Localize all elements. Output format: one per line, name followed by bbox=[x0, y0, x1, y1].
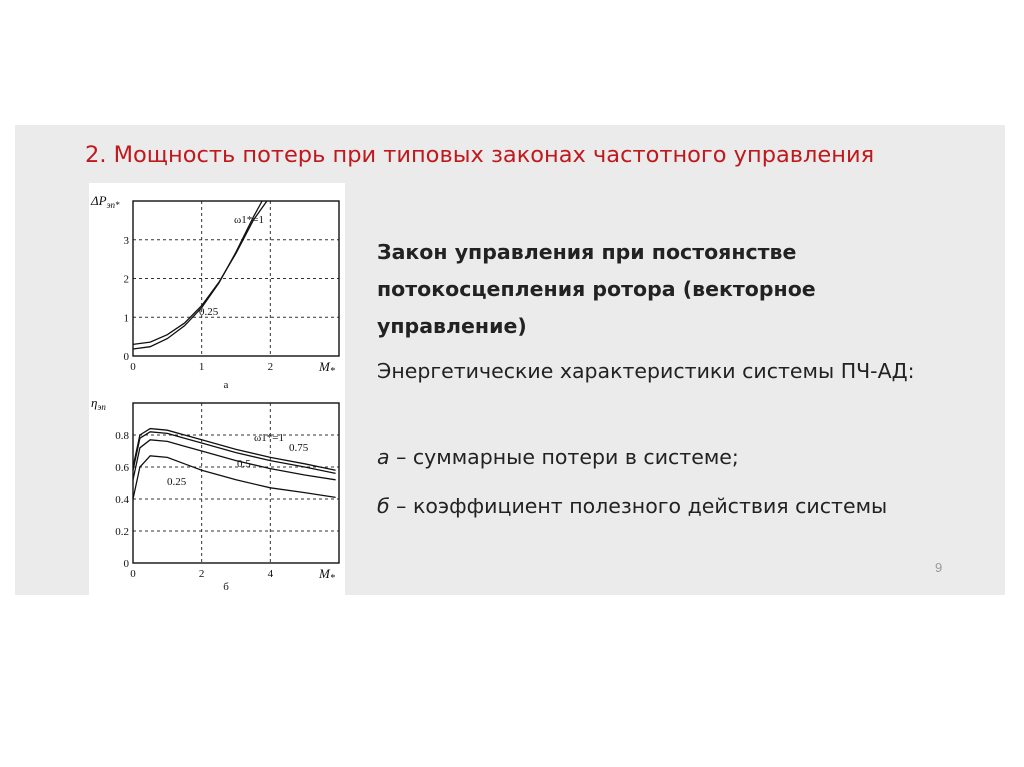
x-axis-label-sub: * bbox=[329, 366, 335, 377]
curve-annotation: 0.25 bbox=[199, 306, 219, 318]
item-b bbox=[377, 487, 977, 525]
y-tick-label: 0.8 bbox=[115, 430, 129, 442]
item-b-text: – коэффициент полезного действия системы bbox=[389, 494, 888, 518]
y-tick-label: 0.6 bbox=[115, 462, 129, 474]
panel-label: а bbox=[223, 379, 229, 391]
x-tick-label: 0 bbox=[130, 361, 136, 373]
item-a-letter: а bbox=[377, 445, 390, 469]
x-tick-label: 4 bbox=[267, 568, 274, 580]
curve-annotation: 0.25 bbox=[167, 476, 187, 488]
series-line bbox=[133, 456, 336, 499]
curve-annotation: ω1*=1 bbox=[234, 214, 264, 226]
plot-frame bbox=[133, 403, 339, 563]
page-number: 9 bbox=[935, 560, 943, 575]
item-a bbox=[377, 439, 977, 475]
slide bbox=[15, 125, 1005, 595]
x-axis-label: $M_*$ bbox=[319, 566, 335, 584]
y-axis-label: $\eta_{эп}$ bbox=[91, 395, 106, 412]
y-tick-label: 1 bbox=[123, 312, 129, 325]
y-axis-label-sub: эп bbox=[97, 402, 106, 412]
y-axis-label: $\Delta P_{эп*}$ bbox=[91, 193, 120, 210]
x-axis-label-sub: * bbox=[329, 573, 335, 584]
y-tick-label: 2 bbox=[123, 273, 129, 286]
item-b-letter: б bbox=[377, 494, 390, 518]
y-tick-label: 0 bbox=[123, 558, 129, 570]
section-heading: Закон управления при постоянстве потокосцепления ротора (векторное управление) bbox=[377, 240, 816, 338]
x-tick-label: 1 bbox=[198, 361, 205, 373]
figure-svg bbox=[89, 183, 345, 595]
figure-box bbox=[89, 183, 345, 595]
slide-title: 2. Мощность потерь при типовых законах частотного управления bbox=[85, 142, 875, 168]
panel-label: б bbox=[223, 581, 229, 593]
curve-annotation: ω1*=1 bbox=[254, 432, 284, 444]
x-axis-label: $M_*$ bbox=[319, 359, 335, 377]
x-tick-label: 2 bbox=[267, 361, 274, 373]
y-tick-label: 0 bbox=[123, 351, 129, 363]
y-tick-label: 3 bbox=[123, 234, 129, 247]
x-tick-label: 0 bbox=[130, 568, 136, 580]
x-tick-label: 2 bbox=[198, 568, 205, 580]
curve-annotation: 0.5 bbox=[237, 458, 251, 470]
y-tick-label: 0.4 bbox=[115, 494, 129, 506]
chart-б bbox=[133, 403, 339, 563]
curve-annotation: 0.75 bbox=[289, 442, 309, 454]
characteristics-paragraph: Энергетические характеристики системы ПЧ-АД: bbox=[377, 359, 915, 383]
y-tick-label: 0.2 bbox=[115, 526, 129, 538]
item-a-text: – суммарные потери в системе; bbox=[389, 445, 739, 469]
y-axis-label-sub: эп* bbox=[106, 200, 120, 210]
